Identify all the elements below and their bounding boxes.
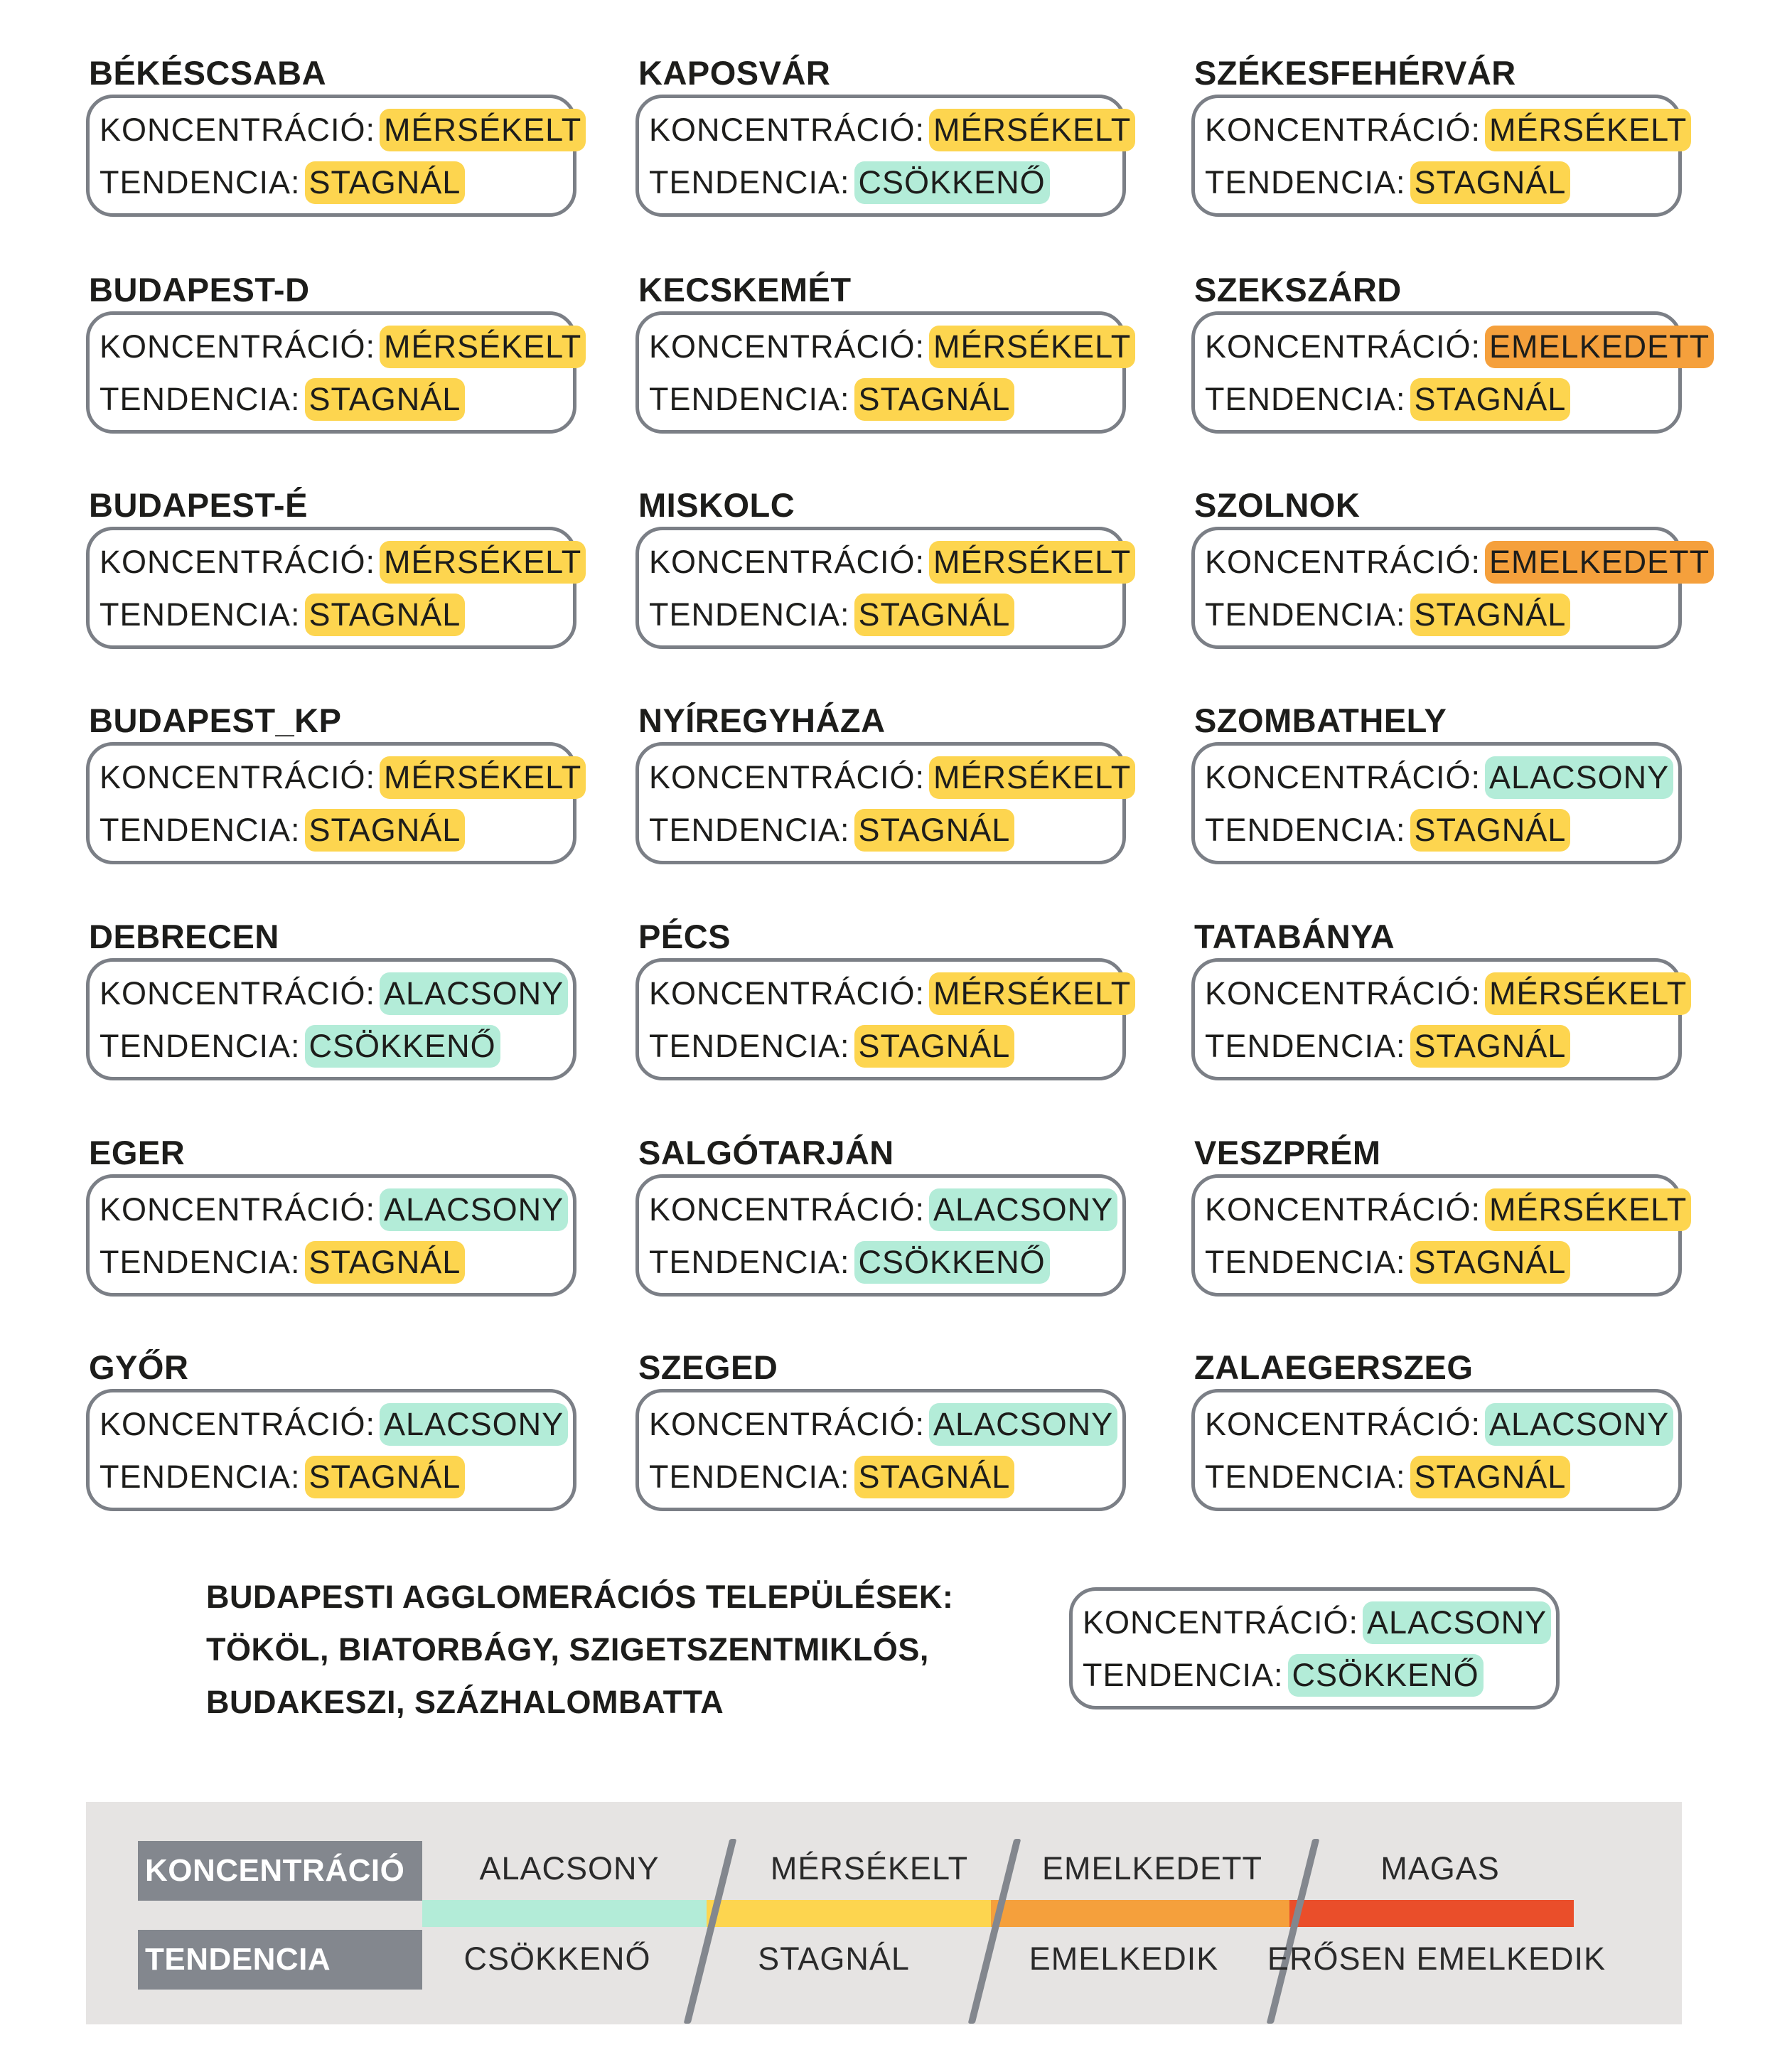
concentration-row <box>100 323 586 370</box>
trend-row <box>100 376 465 423</box>
concentration-label: KONCENTRÁCIÓ: <box>1205 759 1481 795</box>
city-card <box>86 95 582 217</box>
city-name: BUDAPEST_KP <box>89 702 342 739</box>
city-card <box>635 742 1132 864</box>
trend-value: CSÖKKENŐ <box>305 1025 500 1068</box>
concentration-row <box>1205 754 1673 801</box>
concentration-row <box>100 1401 568 1448</box>
legend-level-concentration: MÉRSÉKELT <box>770 1850 969 1886</box>
trend-value: STAGNÁL <box>305 1456 466 1498</box>
concentration-row <box>649 754 1135 801</box>
city-card <box>635 1174 1126 1297</box>
city-name: SZÉKESFEHÉRVÁR <box>1194 54 1516 92</box>
city-name: DEBRECEN <box>89 918 279 955</box>
trend-label: TENDENCIA: <box>100 812 301 848</box>
concentration-label: KONCENTRÁCIÓ: <box>649 544 926 580</box>
city-card <box>86 527 582 649</box>
legend-level-trend: STAGNÁL <box>758 1941 910 1977</box>
agglomeration-text <box>206 1571 953 1729</box>
trend-label: TENDENCIA: <box>100 1244 301 1280</box>
concentration-row <box>100 1186 568 1233</box>
concentration-value: MÉRSÉKELT <box>380 541 586 584</box>
concentration-value: EMELKEDETT <box>1485 326 1714 368</box>
trend-label: TENDENCIA: <box>649 1028 850 1064</box>
city-name: SALGÓTARJÁN <box>638 1134 894 1171</box>
trend-label: TENDENCIA: <box>1205 1459 1406 1495</box>
legend-bar-magas <box>1289 1900 1574 1927</box>
concentration-row <box>100 970 568 1017</box>
concentration-value: MÉRSÉKELT <box>1485 109 1691 151</box>
concentration-label: KONCENTRÁCIÓ: <box>100 1406 376 1442</box>
trend-label: TENDENCIA: <box>100 381 301 417</box>
city-name: ZALAEGERSZEG <box>1194 1348 1474 1386</box>
trend-row <box>649 1023 1014 1070</box>
concentration-label: KONCENTRÁCIÓ: <box>100 759 376 795</box>
concentration-label: KONCENTRÁCIÓ: <box>649 328 926 365</box>
concentration-row <box>100 539 586 586</box>
trend-value: STAGNÁL <box>305 378 466 421</box>
concentration-value: ALACSONY <box>380 972 568 1015</box>
trend-value: STAGNÁL <box>1410 1456 1571 1498</box>
concentration-row <box>649 323 1135 370</box>
trend-value: STAGNÁL <box>854 1456 1015 1498</box>
legend-separator <box>684 1839 737 2024</box>
trend-row <box>649 1239 1050 1286</box>
city-card <box>635 958 1132 1080</box>
legend-level-trend: ERŐSEN EMELKEDIK <box>1267 1941 1606 1977</box>
legend <box>86 1802 1682 2024</box>
trend-row <box>1205 159 1570 206</box>
trend-value: STAGNÁL <box>1410 809 1571 852</box>
city-name: VESZPRÉM <box>1194 1134 1381 1171</box>
city-card <box>86 958 576 1080</box>
city-card <box>86 1389 576 1511</box>
city-name: SZEGED <box>638 1348 778 1386</box>
concentration-row <box>649 107 1135 154</box>
city-name: TATABÁNYA <box>1194 918 1395 955</box>
city-card <box>1191 527 1710 649</box>
trend-value: STAGNÁL <box>854 594 1015 636</box>
agglomeration-card <box>1069 1587 1560 1709</box>
legend-level-concentration: ALACSONY <box>479 1850 660 1886</box>
concentration-value: MÉRSÉKELT <box>380 756 586 799</box>
trend-value: CSÖKKENŐ <box>854 161 1050 204</box>
trend-label: TENDENCIA: <box>649 596 850 633</box>
city-name: PÉCS <box>638 918 731 955</box>
trend-label: TENDENCIA: <box>100 164 301 200</box>
trend-row <box>1205 807 1570 854</box>
concentration-label: KONCENTRÁCIÓ: <box>649 1406 926 1442</box>
city-card <box>1191 95 1688 217</box>
trend-label: TENDENCIA: <box>100 596 301 633</box>
trend-value: STAGNÁL <box>1410 1241 1571 1284</box>
concentration-label: KONCENTRÁCIÓ: <box>1205 112 1481 148</box>
concentration-row <box>1205 323 1714 370</box>
concentration-value: MÉRSÉKELT <box>929 972 1135 1015</box>
agglomeration-line: TÖKÖL, BIATORBÁGY, SZIGETSZENTMIKLÓS, <box>206 1631 929 1668</box>
concentration-row <box>649 539 1135 586</box>
trend-row <box>649 807 1014 854</box>
trend-value: STAGNÁL <box>305 809 466 852</box>
concentration-value: MÉRSÉKELT <box>380 326 586 368</box>
trend-value: CSÖKKENŐ <box>854 1241 1050 1284</box>
concentration-value: MÉRSÉKELT <box>929 326 1135 368</box>
concentration-row <box>1083 1599 1551 1646</box>
concentration-label: KONCENTRÁCIÓ: <box>649 975 926 1011</box>
city-name: SZOMBATHELY <box>1194 702 1447 739</box>
city-card <box>86 1174 576 1297</box>
concentration-label: KONCENTRÁCIÓ: <box>100 1191 376 1228</box>
concentration-label: KONCENTRÁCIÓ: <box>649 759 926 795</box>
city-card <box>1191 311 1710 434</box>
concentration-row <box>1205 970 1691 1017</box>
trend-row <box>649 1454 1014 1501</box>
concentration-value: ALACSONY <box>380 1188 568 1231</box>
city-card <box>635 311 1132 434</box>
city-card <box>1191 1174 1688 1297</box>
legend-bar-emelkedett <box>991 1900 1289 1927</box>
trend-label: TENDENCIA: <box>1205 596 1406 633</box>
concentration-value: ALACSONY <box>380 1403 568 1446</box>
trend-label: TENDENCIA: <box>1205 812 1406 848</box>
concentration-label: KONCENTRÁCIÓ: <box>100 544 376 580</box>
trend-row <box>1205 1454 1570 1501</box>
city-name: SZEKSZÁRD <box>1194 271 1402 308</box>
concentration-row <box>649 970 1135 1017</box>
concentration-row <box>1205 1401 1673 1448</box>
city-card <box>1191 742 1682 864</box>
trend-value: STAGNÁL <box>854 378 1015 421</box>
concentration-label: KONCENTRÁCIÓ: <box>1205 1406 1481 1442</box>
trend-row <box>100 1454 465 1501</box>
concentration-value: ALACSONY <box>929 1188 1117 1231</box>
city-name: EGER <box>89 1134 186 1171</box>
concentration-value: MÉRSÉKELT <box>1485 1188 1691 1231</box>
concentration-row <box>649 1186 1117 1233</box>
trend-label: TENDENCIA: <box>1205 1028 1406 1064</box>
trend-value: STAGNÁL <box>1410 378 1571 421</box>
trend-label: TENDENCIA: <box>649 1459 850 1495</box>
trend-value: STAGNÁL <box>1410 594 1571 636</box>
trend-label: TENDENCIA: <box>100 1028 301 1064</box>
legend-level-trend: CSÖKKENŐ <box>463 1941 651 1977</box>
legend-bar-merseklet <box>707 1900 991 1927</box>
city-name: KECSKEMÉT <box>638 271 852 308</box>
concentration-row <box>1205 1186 1691 1233</box>
concentration-value: ALACSONY <box>1485 756 1673 799</box>
trend-label: TENDENCIA: <box>1083 1657 1284 1693</box>
concentration-value: MÉRSÉKELT <box>929 756 1135 799</box>
concentration-value: MÉRSÉKELT <box>929 541 1135 584</box>
concentration-label: KONCENTRÁCIÓ: <box>1205 544 1481 580</box>
trend-value: STAGNÁL <box>854 809 1015 852</box>
city-card <box>635 95 1132 217</box>
trend-row <box>1205 376 1570 423</box>
concentration-label: KONCENTRÁCIÓ: <box>649 112 926 148</box>
concentration-row <box>1205 107 1691 154</box>
trend-row <box>100 591 465 638</box>
concentration-row <box>100 107 586 154</box>
city-name: KAPOSVÁR <box>638 54 831 92</box>
trend-row <box>1205 591 1570 638</box>
trend-row <box>1205 1023 1570 1070</box>
city-card <box>1191 1389 1682 1511</box>
trend-label: TENDENCIA: <box>649 812 850 848</box>
trend-row <box>100 807 465 854</box>
trend-label: TENDENCIA: <box>1205 164 1406 200</box>
concentration-value: MÉRSÉKELT <box>380 109 586 151</box>
trend-row <box>649 376 1014 423</box>
legend-separator <box>1267 1839 1320 2024</box>
concentration-value: ALACSONY <box>1363 1601 1551 1644</box>
city-card <box>86 742 582 864</box>
trend-row <box>100 1023 500 1070</box>
trend-row <box>649 591 1014 638</box>
trend-label: TENDENCIA: <box>100 1459 301 1495</box>
agglomeration-line: BUDAKESZI, SZÁZHALOMBATTA <box>206 1684 724 1720</box>
city-name: BUDAPEST-D <box>89 271 310 308</box>
concentration-row <box>1205 539 1714 586</box>
city-name: NYÍREGYHÁZA <box>638 702 886 739</box>
city-card <box>86 311 582 434</box>
concentration-row <box>100 754 586 801</box>
concentration-label: KONCENTRÁCIÓ: <box>1205 975 1481 1011</box>
concentration-value: MÉRSÉKELT <box>929 109 1135 151</box>
trend-row <box>1205 1239 1570 1286</box>
legend-separator <box>968 1839 1021 2024</box>
concentration-value: EMELKEDETT <box>1485 541 1714 584</box>
trend-label: TENDENCIA: <box>649 1244 850 1280</box>
legend-concentration-header: KONCENTRÁCIÓ <box>138 1841 422 1901</box>
concentration-label: KONCENTRÁCIÓ: <box>100 328 376 365</box>
legend-bar-alacsony <box>422 1900 707 1927</box>
trend-value: STAGNÁL <box>1410 1025 1571 1068</box>
trend-value: STAGNÁL <box>854 1025 1015 1068</box>
trend-label: TENDENCIA: <box>649 381 850 417</box>
trend-value: CSÖKKENŐ <box>1288 1654 1484 1697</box>
agglomeration-line: BUDAPESTI AGGLOMERÁCIÓS TELEPÜLÉSEK: <box>206 1579 954 1615</box>
city-name: BÉKÉSCSABA <box>89 54 327 92</box>
trend-value: STAGNÁL <box>305 161 466 204</box>
concentration-value: ALACSONY <box>929 1403 1117 1446</box>
concentration-label: KONCENTRÁCIÓ: <box>649 1191 926 1228</box>
trend-value: STAGNÁL <box>1410 161 1571 204</box>
concentration-row <box>649 1401 1117 1448</box>
legend-trend-header: TENDENCIA <box>138 1930 422 1990</box>
trend-label: TENDENCIA: <box>649 164 850 200</box>
trend-value: STAGNÁL <box>305 594 466 636</box>
concentration-value: ALACSONY <box>1485 1403 1673 1446</box>
city-name: SZOLNOK <box>1194 486 1361 524</box>
city-card <box>1191 958 1688 1080</box>
legend-level-trend: EMELKEDIK <box>1029 1941 1219 1977</box>
concentration-label: KONCENTRÁCIÓ: <box>1205 328 1481 365</box>
trend-label: TENDENCIA: <box>1205 1244 1406 1280</box>
trend-row <box>100 1239 465 1286</box>
city-card <box>635 527 1132 649</box>
city-card <box>635 1389 1126 1511</box>
concentration-label: KONCENTRÁCIÓ: <box>1083 1604 1359 1641</box>
trend-row <box>1083 1652 1484 1699</box>
trend-value: STAGNÁL <box>305 1241 466 1284</box>
concentration-value: MÉRSÉKELT <box>1485 972 1691 1015</box>
legend-level-concentration: MAGAS <box>1380 1850 1500 1886</box>
city-name: GYŐR <box>89 1348 189 1386</box>
trend-label: TENDENCIA: <box>1205 381 1406 417</box>
trend-row <box>100 159 465 206</box>
city-name: BUDAPEST-É <box>89 486 308 524</box>
concentration-label: KONCENTRÁCIÓ: <box>1205 1191 1481 1228</box>
legend-level-concentration: EMELKEDETT <box>1041 1850 1263 1886</box>
city-name: MISKOLC <box>638 486 795 524</box>
trend-row <box>649 159 1050 206</box>
concentration-label: KONCENTRÁCIÓ: <box>100 112 376 148</box>
concentration-label: KONCENTRÁCIÓ: <box>100 975 376 1011</box>
